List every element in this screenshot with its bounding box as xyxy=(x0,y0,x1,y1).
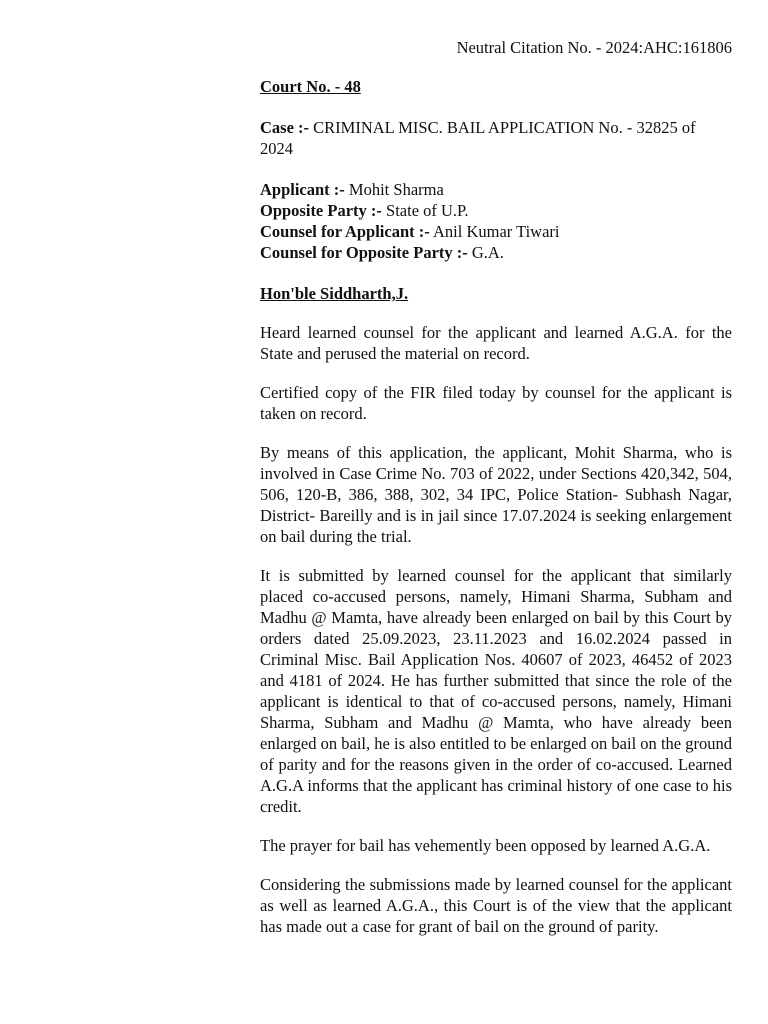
opposite-party-value: State of U.P. xyxy=(386,201,469,220)
judge-name: Hon'ble Siddharth,J. xyxy=(260,284,409,303)
counsel-opposite-label: Counsel for Opposite Party :- xyxy=(260,243,468,262)
paragraph-heard: Heard learned counsel for the applicant and learned A.G.A. for the State and perused the material on record. xyxy=(260,323,732,363)
order-body xyxy=(260,76,732,955)
counsel-applicant-line xyxy=(260,221,732,242)
paragraph-opposition: The prayer for bail has vehemently been opposed by learned A.G.A. xyxy=(260,836,711,855)
paragraph-consideration: Considering the submissions made by learned counsel for the applicant as well as learned A.G.A., this Court is of the view that the applicant has made out a case for grant of bail on the ground of parity. xyxy=(260,875,732,936)
opposite-party-label: Opposite Party :- xyxy=(260,201,382,220)
opposite-party-line xyxy=(260,200,732,221)
paragraph-application: By means of this application, the applicant, Mohit Sharma, who is involved in Case Crime No. 703 of 2022, under Sections 420,342, 504, 506, 120-B, 386, 388, 302, 34 IPC, Police Station- Subhash Nagar, District- Bareilly and is in jail since 17.07.2024 is seeking enlargement on bail during the trial. xyxy=(260,443,732,546)
applicant-line xyxy=(260,179,732,200)
counsel-opposite-line xyxy=(260,242,732,263)
counsel-opposite-value: G.A. xyxy=(471,243,504,262)
neutral-citation: Neutral Citation No. - 2024:AHC:161806 xyxy=(456,38,732,57)
case-line xyxy=(260,117,732,159)
counsel-applicant-value: Anil Kumar Tiwari xyxy=(432,222,560,241)
applicant-label: Applicant :- xyxy=(260,180,345,199)
court-number: Court No. - 48 xyxy=(260,77,361,96)
counsel-applicant-label: Counsel for Applicant :- xyxy=(260,222,430,241)
parties-block xyxy=(260,179,732,263)
applicant-value: Mohit Sharma xyxy=(348,180,444,199)
paragraph-fir-copy: Certified copy of the FIR filed today by counsel for the applicant is taken on record. xyxy=(260,383,732,423)
paragraph-submission: It is submitted by learned counsel for the applicant that similarly placed co-accused persons, namely, Himani Sharma, Subham and Madhu @ Mamta, have already been enlarged on bail by this Court by orders dated 25.09.2023, 23.11.2023 and 16.02.2024 passed in Criminal Misc. Bail Application Nos. 40607 of 2023, 46452 of 2023 and 4181 of 2024. He has further submitted that since the role of the applicant is identical to that of co-accused persons, namely, Himani Sharma, Subham and Madhu @ Mamta, who have already been enlarged on bail, he is also entitled to be enlarged on bail on the ground of parity and for the reasons given in the order of co-accused. Learned A.G.A informs that the applicant has criminal history of one case to his credit. xyxy=(260,566,732,816)
case-value: CRIMINAL MISC. BAIL APPLICATION No. - 32825 of 2024 xyxy=(260,118,696,158)
case-label: Case :- xyxy=(260,118,310,137)
